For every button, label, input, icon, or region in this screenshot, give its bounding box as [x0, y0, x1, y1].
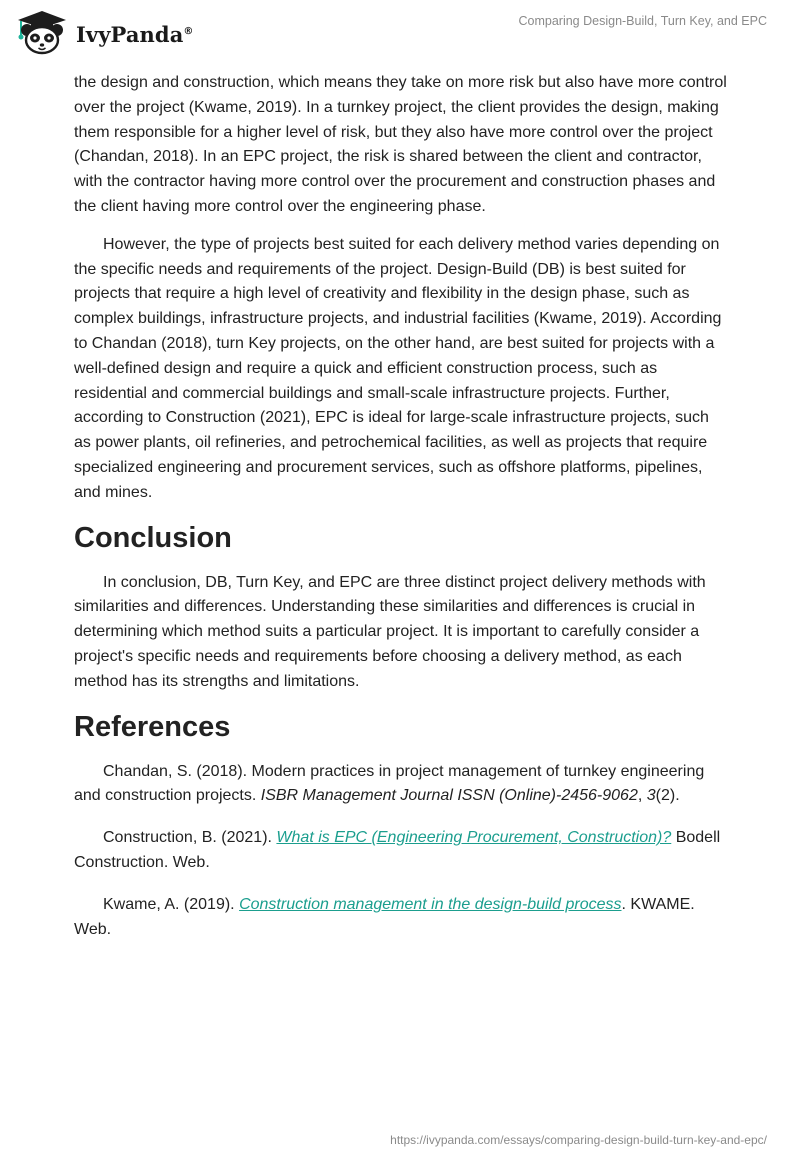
registered-mark: ® — [183, 25, 194, 37]
references-heading: References — [74, 710, 231, 743]
source-url[interactable]: https://ivypanda.com/essays/comparing-design-build-turn-key-and-epc/ — [390, 1133, 767, 1147]
body-paragraph: However, the type of projects best suited for each delivery method varies depending on the specific needs and requirements of the project. Design-Build (DB) is best suited for projects that require a high level of creativity and flexibility in the design phase, such as complex buildings, infrastructure projects, and industrial facilities (Kwame, 2019). According to Chandan (2018), turn Key projects, on the other hand, are best suited for projects with a well-defined design and require a quick and efficient construction process, such as residential and commercial buildings and small-scale infrastructure projects. Further, according to Construction (2021), EPC is ideal for large-scale infrastructure projects, such as power plants, oil refineries, and petrochemical facilities, as well as projects that require specialized engineering and procurement services, such as offshore platforms, pipelines, and mines. — [74, 235, 722, 501]
body-paragraph: the design and construction, which means they take on more risk but also have more control over the project (Kwame, 2019). In a turnkey project, the client provides the design, making them responsible for a higher level of risk, but they also have more control over the project (Chandan, 2018). In an EPC project, the risk is shared between the client and contractor, with the contractor having more control over the procurement and construction phases and the client having more control over the engineering phase. — [74, 74, 727, 215]
reference-issue: (2). — [655, 787, 680, 805]
reference-item — [74, 893, 730, 943]
reference-link[interactable]: What is EPC (Engineering Procurement, Construction)? — [276, 829, 672, 847]
reference-volume: 3 — [646, 787, 656, 805]
reference-text: Bodell Construction. Web. — [74, 829, 721, 871]
essay-content — [74, 71, 730, 942]
page-header — [0, 0, 800, 64]
reference-text: Construction, B. (2021). — [103, 829, 277, 847]
reference-link[interactable]: Construction management in the design-build process — [239, 895, 622, 913]
reference-journal: ISBR Management Journal ISSN (Online)-2456-9062 — [260, 787, 638, 805]
ivypanda-logo[interactable] — [14, 8, 194, 56]
panda-graduate-icon — [14, 8, 70, 56]
reference-text: Kwame, A. (2019). — [103, 895, 240, 913]
brand-name: IvyPanda® — [76, 21, 194, 47]
reference-text: Chandan, S. (2018). Modern practices in project management of turnkey engineering and construction projects. — [74, 762, 705, 805]
reference-item — [74, 760, 730, 810]
reference-text: . KWAME. Web. — [74, 895, 695, 938]
running-title: Comparing Design-Build, Turn Key, and EPC — [518, 14, 767, 28]
conclusion-heading: Conclusion — [74, 521, 232, 554]
conclusion-paragraph: In conclusion, DB, Turn Key, and EPC are three distinct project delivery methods with similarities and differences. Understanding these similarities and differences is crucial in determining which method suits a particular project. It is important to carefully consider a project's specific needs and requirements before choosing a delivery method, as each method has its strengths and limitations. — [74, 573, 706, 690]
reference-separator: , — [637, 787, 647, 805]
reference-item — [74, 826, 730, 876]
